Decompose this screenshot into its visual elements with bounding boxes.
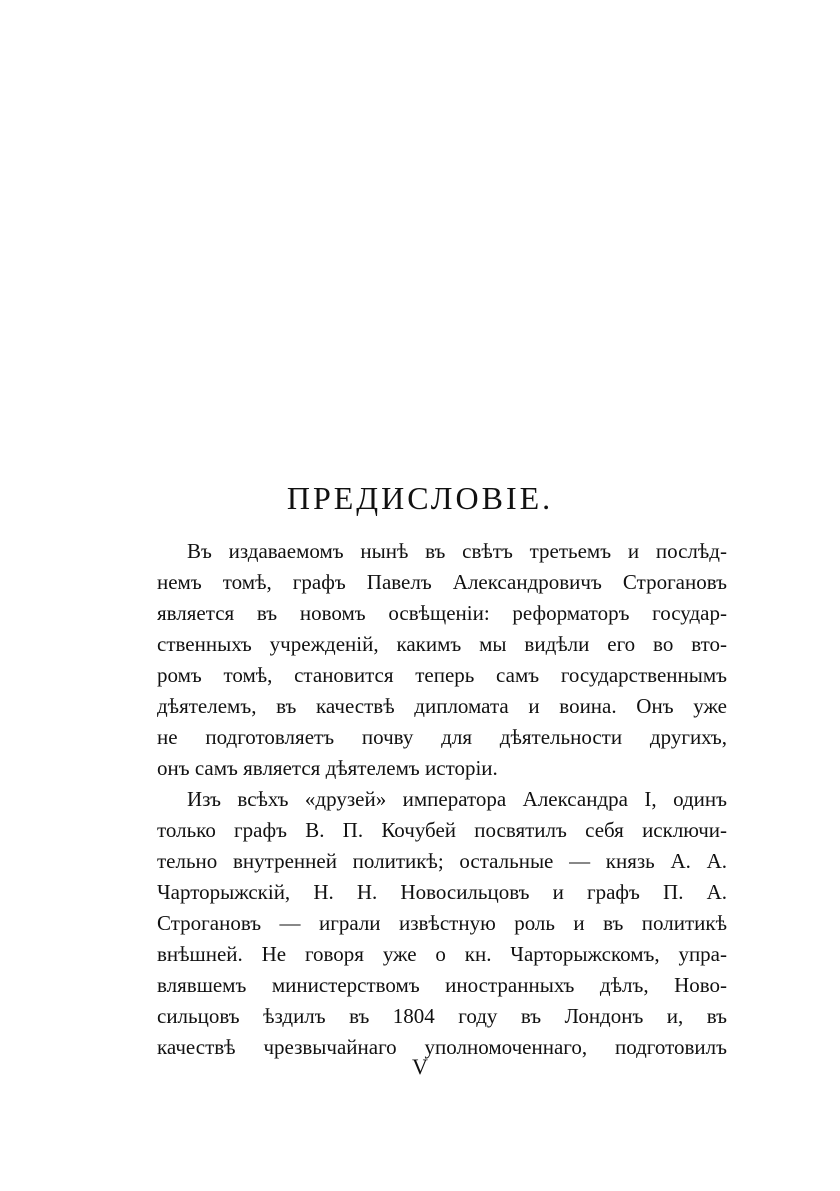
text-line: влявшемъ министерствомъ иностранныхъ дѣлъ, Ново- <box>157 973 727 997</box>
text-line: немъ томѣ, графъ Павелъ Александровичъ Строгановъ <box>157 570 727 594</box>
page-title: ПРЕДИСЛОВІЕ. <box>286 480 554 516</box>
paragraph-1 <box>157 536 727 784</box>
text-line: тельно внутренней политикѣ; остальные — князь А. А. <box>157 849 727 873</box>
text-line: ромъ томѣ, становится теперь самъ государственнымъ <box>157 663 727 687</box>
text-line: Чарторыжскій, Н. Н. Новосильцовъ и графъ П. А. <box>157 880 727 904</box>
text-line: Изъ всѣхъ «друзей» императора Александра I, одинъ <box>187 787 727 811</box>
page-number: V <box>412 1054 428 1079</box>
text-line: онъ самъ является дѣятелемъ исторіи. <box>157 756 498 780</box>
text-line: внѣшней. Не говоря уже о кн. Чарторыжскомъ, упра- <box>157 942 727 966</box>
text-line: сильцовъ ѣздилъ въ 1804 году въ Лондонъ и, въ <box>157 1004 727 1028</box>
text-line: является въ новомъ освѣщеніи: реформаторъ государ- <box>157 601 727 625</box>
text-line: качествѣ чрезвычайнаго уполномоченнаго, подготовилъ <box>157 1035 727 1059</box>
text-line: только графъ В. П. Кочубей посвятилъ себя исключи- <box>157 818 727 842</box>
text-line: не подготовляетъ почву для дѣятельности другихъ, <box>157 725 727 749</box>
text-line: Строгановъ — играли извѣстную роль и въ политикѣ <box>157 911 727 935</box>
text-line: дѣятелемъ, въ качествѣ дипломата и воина. Онъ уже <box>157 694 727 718</box>
text-line: Въ издаваемомъ нынѣ въ свѣтъ третьемъ и послѣд- <box>187 539 727 563</box>
text-line: ственныхъ учрежденій, какимъ мы видѣли его во вто- <box>157 632 727 656</box>
body-text <box>157 536 727 1063</box>
paragraph-2 <box>157 784 727 1063</box>
